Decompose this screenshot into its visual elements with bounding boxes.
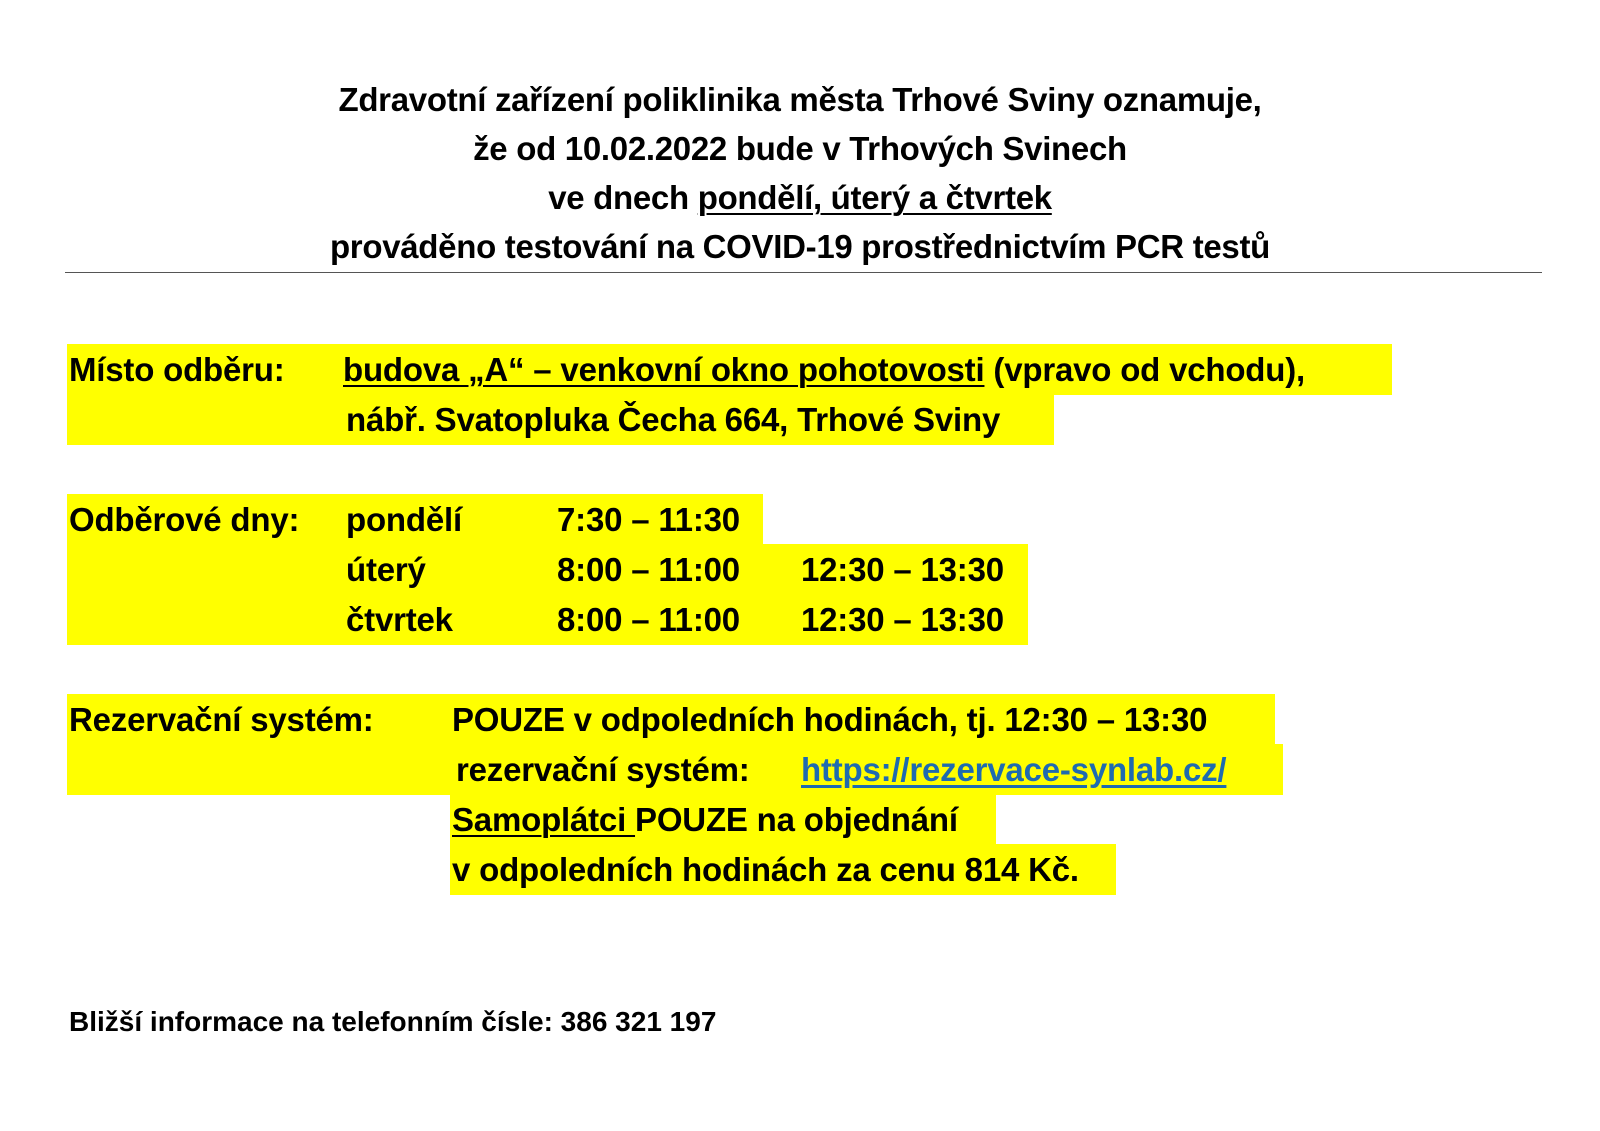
self-payers-line bbox=[452, 794, 958, 845]
location-label: Místo odběru: bbox=[69, 351, 285, 388]
header-line-3 bbox=[0, 173, 1600, 222]
header-line-4: prováděno testování na COVID-19 prostřednictvím PCR testů bbox=[329, 228, 1271, 265]
self-payers-label: Samoplátci bbox=[452, 801, 636, 838]
schedule-label: Odběrové dny: bbox=[69, 501, 300, 538]
announcement-header bbox=[0, 75, 1600, 271]
header-line-1: Zdravotní zařízení poliklinika města Trhové Sviny oznamuje, bbox=[338, 81, 1262, 118]
location-building-line bbox=[343, 344, 1305, 395]
schedule-slot-afternoon: 12:30 – 13:30 bbox=[801, 601, 1004, 638]
header-divider bbox=[65, 272, 1542, 273]
testing-days: pondělí, úterý a čtvrtek bbox=[697, 179, 1052, 216]
price-period: . bbox=[1069, 851, 1079, 888]
schedule-day: úterý bbox=[346, 551, 426, 588]
price-text: v odpoledních hodinách za cenu 814 Kč bbox=[452, 851, 1070, 888]
reservation-label: Rezervační systém: bbox=[69, 701, 374, 738]
reservation-link[interactable]: https://rezervace-synlab.cz/ bbox=[801, 751, 1227, 788]
schedule-slot-morning: 7:30 – 11:30 bbox=[557, 501, 740, 538]
price-line bbox=[452, 844, 1079, 895]
header-line-2: že od 10.02.2022 bude v Trhových Svinech bbox=[473, 130, 1127, 167]
schedule-slot-morning: 8:00 – 11:00 bbox=[557, 551, 740, 588]
reservation-hours: POUZE v odpoledních hodinách, tj. 12:30 – 13:30 bbox=[452, 701, 1208, 738]
schedule-day: pondělí bbox=[346, 501, 462, 538]
header-line-3-prefix: ve dnech bbox=[548, 179, 698, 216]
schedule-day: čtvrtek bbox=[346, 601, 453, 638]
location-address: nábř. Svatopluka Čecha 664, Trhové Sviny bbox=[346, 401, 1001, 438]
self-payers-text: POUZE na objednání bbox=[635, 801, 958, 838]
contact-info: Bližší informace na telefonním čísle: 386 321 197 bbox=[69, 1006, 717, 1037]
schedule-slot-afternoon: 12:30 – 13:30 bbox=[801, 551, 1004, 588]
reservation-system-label: rezervační systém: bbox=[456, 751, 750, 788]
schedule-slot-morning: 8:00 – 11:00 bbox=[557, 601, 740, 638]
location-building: budova „A“ – venkovní okno pohotovosti bbox=[343, 351, 985, 388]
location-building-note: (vpravo od vchodu), bbox=[984, 351, 1305, 388]
